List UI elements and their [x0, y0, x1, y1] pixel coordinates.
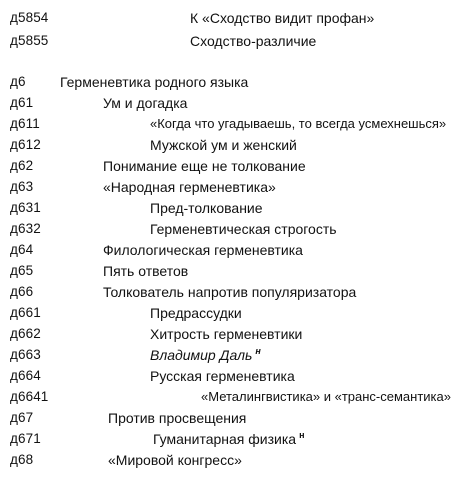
entry-code: д662	[10, 326, 41, 341]
outline-entry	[0, 177, 469, 197]
entry-code: д64	[10, 242, 34, 257]
outline-entry	[0, 135, 469, 155]
outline-entry	[0, 156, 469, 176]
outline-entry	[0, 198, 469, 218]
entry-code: д661	[10, 305, 41, 320]
entry-title: Герменевтическая строгость	[150, 221, 337, 237]
entry-code: д612	[10, 137, 41, 152]
outline-entry	[0, 345, 469, 365]
entry-title: Пять ответов	[103, 263, 189, 279]
outline-entry	[0, 72, 469, 92]
entry-title: К «Сходство видит профан»	[190, 10, 375, 26]
entry-title: Русская герменевтика	[150, 368, 295, 384]
entry-title: Толкователь напротив популяризатора	[103, 284, 357, 300]
entry-code: д631	[10, 200, 41, 215]
entry-code: д664	[10, 368, 41, 383]
entry-title: Ум и догадка	[103, 95, 188, 111]
outline-entry	[0, 282, 469, 302]
entry-title: Герменевтика родного языка	[60, 74, 249, 90]
entry-title: Сходство-различие	[190, 33, 317, 49]
entry-code: д62	[10, 158, 34, 173]
entry-title: Предрассудки	[150, 305, 242, 321]
outline-entry	[0, 324, 469, 344]
entry-code: д5855	[10, 33, 49, 48]
entry-title: Филологическая герменевтика	[103, 242, 303, 258]
entry-code: д6641	[10, 389, 49, 404]
outline-entry	[0, 240, 469, 260]
entry-title: «Мировой конгресс»	[108, 452, 242, 468]
outline-entry	[0, 93, 469, 113]
entry-code: д5854	[10, 10, 49, 25]
entry-marker: н	[299, 430, 305, 441]
outline-entry	[0, 408, 469, 428]
entry-code: д611	[10, 116, 40, 131]
outline-entry	[0, 8, 469, 28]
entry-code: д663	[10, 347, 41, 362]
entry-title-text: Гуманитарная физика	[153, 431, 297, 447]
entry-code: д65	[10, 263, 34, 278]
entry-code: д63	[10, 179, 34, 194]
entry-code: д66	[10, 284, 34, 299]
outline-entry	[0, 219, 469, 239]
outline-entry	[0, 387, 469, 407]
entry-title: Против просвещения	[108, 410, 247, 426]
outline-entry	[0, 429, 469, 449]
entry-title	[150, 345, 261, 365]
outline-entry	[0, 450, 469, 470]
entry-code: д68	[10, 452, 34, 467]
outline-entry	[0, 303, 469, 323]
entry-title-text: Владимир Даль	[150, 347, 253, 363]
outline-entry	[0, 261, 469, 281]
entry-code: д671	[10, 431, 41, 446]
entry-code: д67	[10, 410, 34, 425]
entry-marker: н	[255, 346, 261, 357]
outline-entry	[0, 366, 469, 386]
entry-title: Понимание еще не толкование	[103, 158, 306, 174]
entry-code: д6	[10, 74, 26, 89]
entry-title: «Металингвистика» и «транс-семантика»	[201, 389, 451, 404]
outline-entry	[0, 31, 469, 51]
entry-title: «Народная герменевтика»	[103, 179, 276, 195]
outline-entry	[0, 114, 469, 134]
entry-title: Мужской ум и женский	[150, 137, 297, 153]
entry-code: д61	[10, 95, 34, 110]
entry-code: д632	[10, 221, 41, 236]
entry-title: Хитрость герменевтики	[150, 326, 303, 342]
entry-title: Пред-толкование	[150, 200, 263, 216]
entry-title	[153, 429, 305, 449]
entry-title: «Когда что угадываешь, то всегда усмехнешься»	[150, 116, 447, 131]
